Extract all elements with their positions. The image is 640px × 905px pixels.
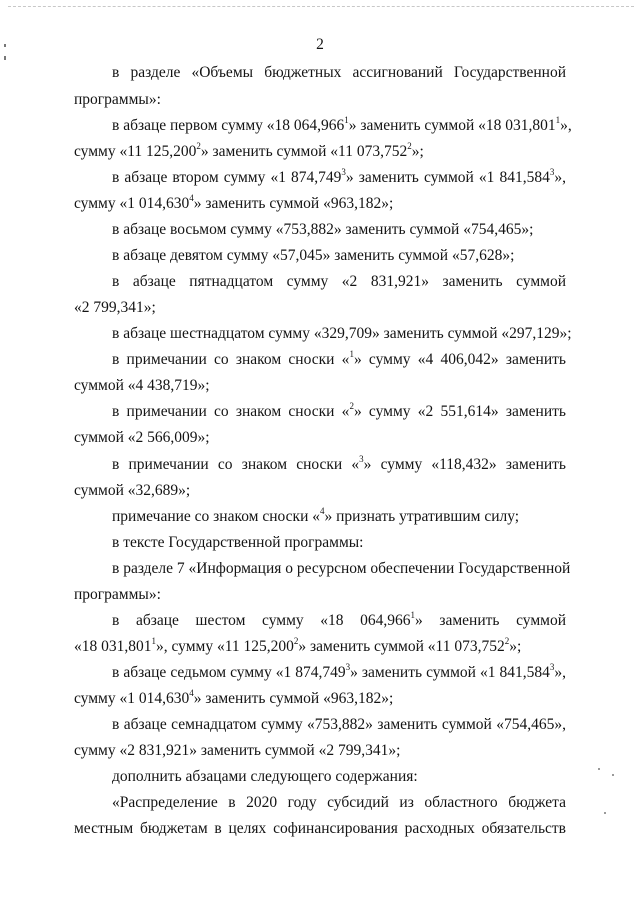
text-line: программы»:: [74, 91, 161, 108]
text-line: в абзаце втором сумму «1 874,749$^3$» заменить суммой «1 841,584$^3$»,: [112, 166, 566, 186]
text-line: сумму «1 014,630$^4$» заменить суммой «963,182»;: [74, 192, 394, 212]
text-line: в примечании со знаком сноски «$^3$» сумму «118,432» заменить: [112, 453, 566, 473]
text-line: в абзаце шестнадцатом сумму «329,709» заменить суммой «297,129»;: [112, 325, 572, 342]
text-line: в примечании со знаком сноски «$^1$» сумму «4 406,042» заменить: [112, 348, 566, 368]
text-line: сумму «1 014,630$^4$» заменить суммой «963,182»;: [74, 687, 394, 707]
text-line: в абзаце шестом сумму «18 064,966$^1$» заменить суммой: [112, 609, 566, 629]
text-line: суммой «4 438,719»;: [74, 377, 210, 394]
text-line: в абзаце пятнадцатом сумму «2 831,921» заменить суммой: [112, 273, 566, 290]
text-line: в разделе 7 «Информация о ресурсном обеспечении Государственной: [112, 560, 571, 577]
text-line: в разделе «Объемы бюджетных ассигнований Государственной: [112, 64, 566, 81]
text-line: в абзаце седьмом сумму «1 874,749$^3$» заменить суммой «1 841,584$^3$»,: [112, 661, 567, 681]
text-line: «Распределение в 2020 году субсидий из областного бюджета: [112, 794, 566, 811]
text-line: суммой «32,689»;: [74, 482, 191, 499]
text-line: в тексте Государственной программы:: [112, 534, 364, 551]
text-line: сумму «2 831,921» заменить суммой «2 799,341»;: [74, 742, 401, 759]
text-line: суммой «2 566,009»;: [74, 429, 210, 446]
text-line: в абзаце семнадцатом сумму «753,882» заменить суммой «754,465»,: [112, 716, 566, 733]
scan-artifact-top-line: [8, 6, 634, 7]
scan-artifact-dot: [612, 774, 614, 776]
page-number: 2: [316, 36, 324, 53]
text-line: программы»:: [74, 586, 161, 603]
text-line: в абзаце восьмом сумму «753,882» заменить суммой «754,465»;: [112, 221, 534, 238]
text-line: в абзаце девятом сумму «57,045» заменить суммой «57,628»;: [112, 247, 515, 264]
scan-artifact-dot: [598, 768, 600, 770]
scan-artifact-dot: [604, 812, 606, 814]
text-line: примечание со знаком сноски «$^4$» признать утратившим силу;: [112, 505, 520, 525]
text-line: «2 799,341»;: [74, 299, 156, 316]
text-line: дополнить абзацами следующего содержания:: [112, 768, 418, 785]
text-line: местным бюджетам в целях софинансирования расходных обязательств: [74, 820, 566, 837]
text-line: в абзаце первом сумму «18 064,966$^1$» заменить суммой «18 031,801$^1$»,: [112, 114, 572, 134]
text-line: сумму «11 125,200$^2$» заменить суммой «11 073,752$^2$»;: [74, 140, 424, 160]
scan-artifact-mark: [4, 56, 6, 60]
text-line: в примечании со знаком сноски «$^2$» сумму «2 551,614» заменить: [112, 400, 566, 420]
text-line: «18 031,801$^1$», сумму «11 125,200$^2$» заменить суммой «11 073,752$^2$»;: [74, 635, 522, 655]
